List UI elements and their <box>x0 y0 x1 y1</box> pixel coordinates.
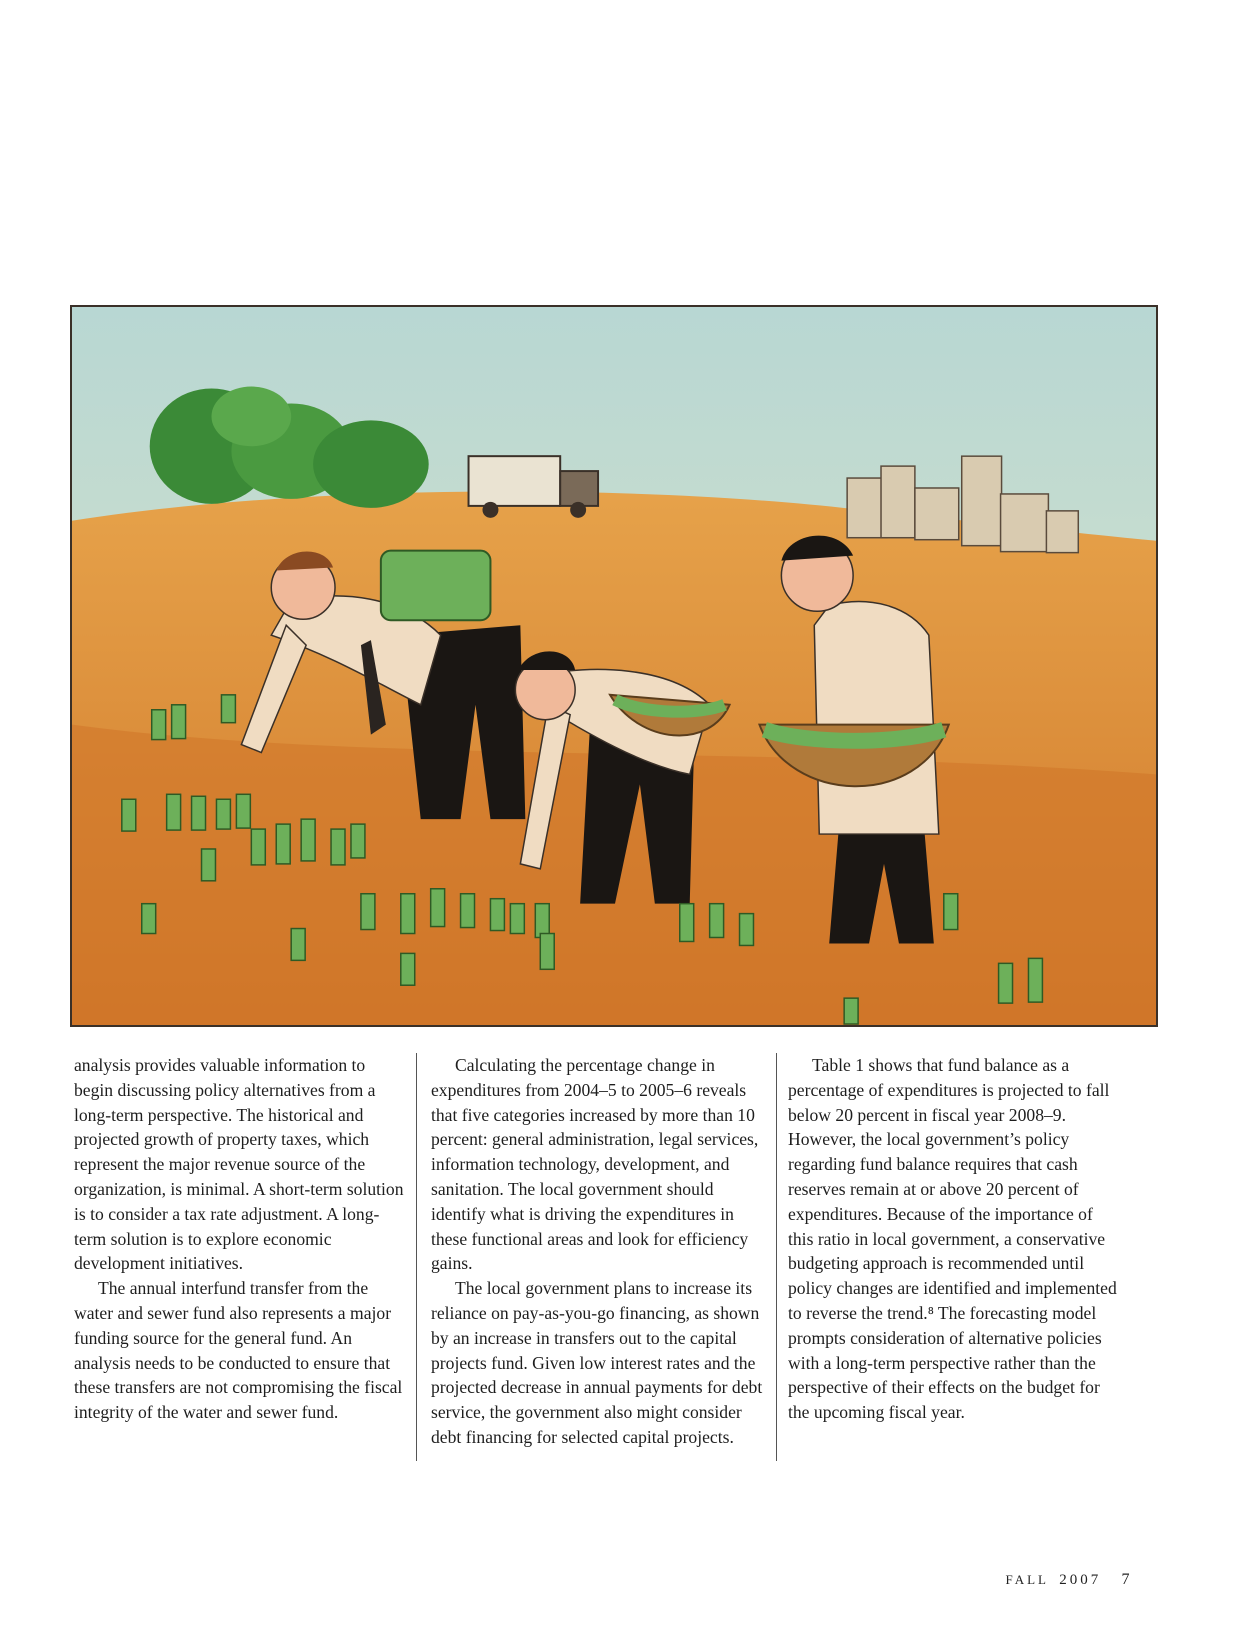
money-harvest-illustration <box>72 307 1156 1025</box>
cover-illustration <box>70 305 1158 1027</box>
paragraph: Calculating the percentage change in expenditures from 2004–5 to 2005–6 reveals that five categories increased by more than 10 percent: general administration, legal services, information technology, development, and sanitation. The local government should identify what is driving the expenditures in these functional areas and look for efficiency gains. <box>431 1055 759 1274</box>
text-column-1 <box>74 1053 406 1425</box>
issue-year: 2007 <box>1059 1572 1102 1588</box>
paragraph: Table 1 shows that fund balance as a percentage of expenditures is projected to fall below 20 percent in fiscal year 2008–9. However, the local government’s policy regarding fund balance requires that cash reserves remain at or above 20 percent of expenditures. Because of the importance of this ratio in local government, a conservative budgeting approach is recommended until policy changes are identified and implemented to reverse the trend.⁸ The forecasting model prompts consideration of alternative policies with a long-term perspective rather than the perspective of their effects on the budget for the upcoming fiscal year. <box>788 1055 1117 1423</box>
paragraph: The annual interfund transfer from the water and sewer fund also represents a major funding source for the general fund. An analysis needs to be conducted to ensure that these transfers are not compromising the fiscal integrity of the water and sewer fund. <box>74 1278 403 1423</box>
page-number: 7 <box>1121 1571 1130 1588</box>
column-rule-2 <box>776 1053 777 1461</box>
page-folio <box>1005 1571 1130 1589</box>
text-column-2 <box>431 1053 763 1450</box>
paragraph: analysis provides valuable information to begin discussing policy alternatives from a long-term perspective. The historical and projected growth of property taxes, which represent the major revenue source of the organization, is minimal. A short-term solution is to consider a tax rate adjustment. A long-term solution is to explore economic development initiatives. <box>74 1055 404 1274</box>
issue-season: FALL <box>1005 1572 1049 1587</box>
paragraph: The local government plans to increase its reliance on pay-as-you-go financing, as shown by an increase in transfers out to the capital projects fund. Given low interest rates and the projected decrease in annual payments for debt service, the government also might consider debt financing for selected capital projects. <box>431 1278 763 1447</box>
column-rule-1 <box>416 1053 417 1461</box>
text-column-3 <box>788 1053 1120 1425</box>
